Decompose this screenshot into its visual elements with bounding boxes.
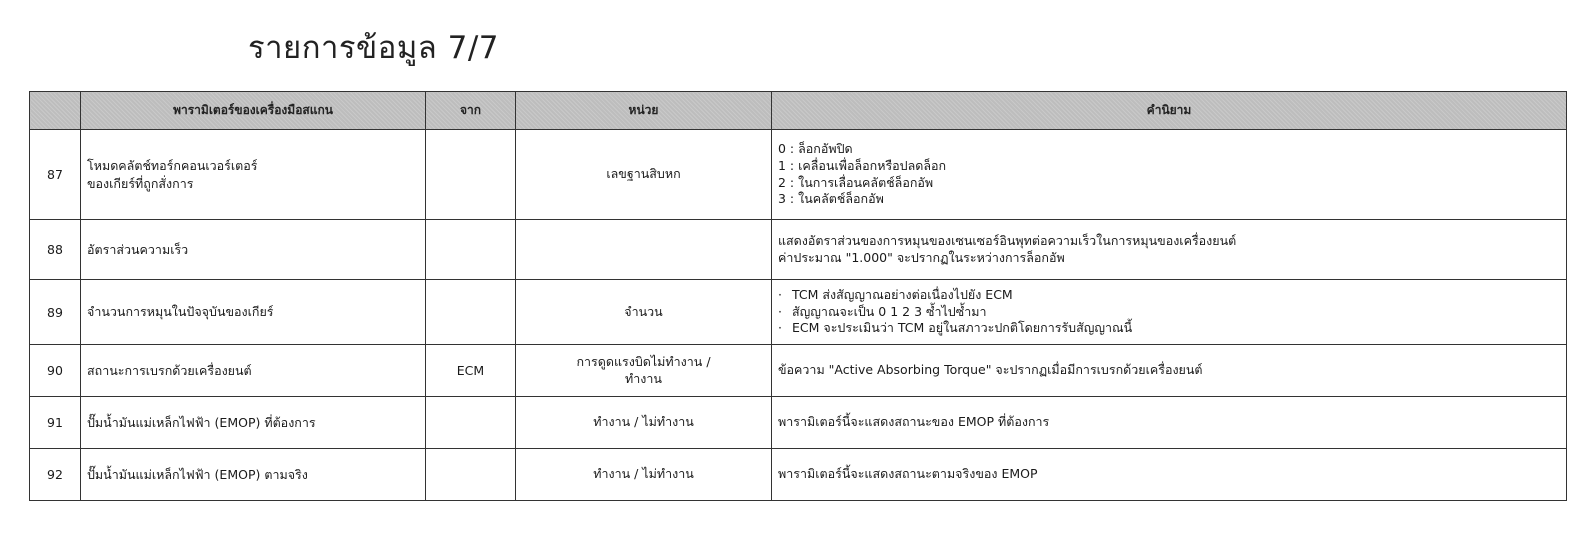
cell-from	[426, 220, 516, 280]
cell-no	[30, 280, 81, 345]
cell-parameter	[81, 397, 426, 449]
definition-line: 1 : เคลื่อนเพื่อล็อกหรือปลดล็อก	[778, 157, 947, 173]
parameter-name-line: จำนวนการหมุนในปัจจุบันของเกียร์	[87, 304, 274, 320]
cell-definition	[772, 220, 1567, 280]
bullet-icon: ·	[778, 320, 782, 336]
row-number: 90	[47, 363, 63, 378]
parameter-name-line: ของเกียร์ที่ถูกสั่งการ	[87, 175, 194, 191]
cell-unit	[516, 345, 772, 397]
table-row	[30, 130, 1567, 220]
bullet-icon: ·	[778, 286, 782, 302]
bullet-text: ECM จะประเมินว่า TCM อยู่ในสภาวะปกติโดยการรับสัญญาณนี้	[792, 320, 1133, 336]
cell-no	[30, 397, 81, 449]
cell-definition	[772, 397, 1567, 449]
unit-line: การดูดแรงบิดไม่ทำงาน /	[576, 354, 711, 370]
cell-unit	[516, 280, 772, 345]
bullet-text: สัญญาณจะเป็น 0 1 2 3 ซ้ำไปซ้ำมา	[792, 303, 987, 319]
cell-from	[426, 397, 516, 449]
unit-line: เลขฐานสิบหก	[606, 166, 681, 182]
header-unit: หน่วย	[516, 92, 772, 130]
cell-definition	[772, 345, 1567, 397]
cell-from	[426, 345, 516, 397]
parameter-name-line: โหมดคลัตช์ทอร์กคอนเวอร์เตอร์	[87, 158, 258, 173]
definition-line: 2 : ในการเลื่อนคลัตช์ล็อกอัพ	[778, 174, 934, 190]
cell-definition	[772, 449, 1567, 501]
parameter-name-line: ปั๊มน้ำมันแม่เหล็กไฟฟ้า (EMOP) ที่ต้องการ	[87, 414, 316, 430]
bullet-text: TCM ส่งสัญญาณอย่างต่อเนื่องไปยัง ECM	[792, 286, 1013, 302]
unit-line: ทำงาน	[625, 370, 662, 386]
cell-no	[30, 345, 81, 397]
table-row	[30, 345, 1567, 397]
header-desc: คำนิยาม	[772, 92, 1567, 130]
unit-line: ทำงาน / ไม่ทำงาน	[593, 414, 694, 430]
definition-bullet	[778, 287, 1560, 304]
table-body	[30, 130, 1567, 501]
header-param: พารามิเตอร์ของเครื่องมือสแกน	[81, 92, 426, 130]
cell-no	[30, 220, 81, 280]
cell-no	[30, 130, 81, 220]
header-from: จาก	[426, 92, 516, 130]
row-number: 87	[47, 167, 63, 182]
definition-line: ข้อความ "Active Absorbing Torque" จะปรากฏเมื่อมีการเบรกด้วยเครื่องยนต์	[778, 362, 1203, 378]
table-row	[30, 397, 1567, 449]
cell-definition	[772, 130, 1567, 220]
row-number: 89	[47, 304, 63, 320]
definition-line: แสดงอัตราส่วนของการหมุนของเซนเซอร์อินพุทต่อความเร็วในการหมุนของเครื่องยนต์	[778, 232, 1237, 248]
definition-line: 0 : ล็อกอัพปิด	[778, 140, 853, 156]
row-number: 91	[47, 415, 63, 430]
definition-line: พารามิเตอร์นี้จะแสดงสถานะตามจริงของ EMOP	[778, 466, 1038, 482]
table-row	[30, 449, 1567, 501]
data-list-table	[29, 91, 1567, 501]
bullet-icon: ·	[778, 303, 782, 319]
cell-from	[426, 449, 516, 501]
definition-line: ค่าประมาณ "1.000" จะปรากฏในระหว่างการล็อกอัพ	[778, 249, 1065, 265]
table-row	[30, 220, 1567, 280]
cell-unit	[516, 449, 772, 501]
definition-bullet	[778, 320, 1560, 337]
parameter-name-line: อัตราส่วนความเร็ว	[87, 241, 189, 257]
cell-no	[30, 449, 81, 501]
cell-definition	[772, 280, 1567, 345]
definition-line: พารามิเตอร์นี้จะแสดงสถานะของ EMOP ที่ต้องการ	[778, 414, 1050, 430]
definition-bullet	[778, 304, 1560, 321]
header-no	[30, 92, 81, 130]
cell-parameter	[81, 130, 426, 220]
unit-line: ทำงาน / ไม่ทำงาน	[593, 466, 694, 482]
cell-from	[426, 280, 516, 345]
table-header-row	[30, 92, 1567, 130]
unit-line: จำนวน	[624, 303, 663, 319]
page-title: รายการข้อมูล 7/7	[248, 30, 500, 66]
cell-unit	[516, 397, 772, 449]
cell-unit	[516, 220, 772, 280]
row-number: 92	[47, 467, 63, 482]
definition-line: 3 : ในคลัตช์ล็อกอัพ	[778, 191, 884, 207]
source-module: ECM	[456, 363, 485, 378]
cell-from	[426, 130, 516, 220]
row-number: 88	[47, 242, 63, 257]
cell-parameter	[81, 220, 426, 280]
parameter-name-line: สถานะการเบรกด้วยเครื่องยนต์	[87, 362, 252, 378]
cell-parameter	[81, 345, 426, 397]
parameter-name-line: ปั๊มน้ำมันแม่เหล็กไฟฟ้า (EMOP) ตามจริง	[87, 466, 308, 482]
cell-unit	[516, 130, 772, 220]
cell-parameter	[81, 449, 426, 501]
cell-parameter	[81, 280, 426, 345]
table-row	[30, 280, 1567, 345]
